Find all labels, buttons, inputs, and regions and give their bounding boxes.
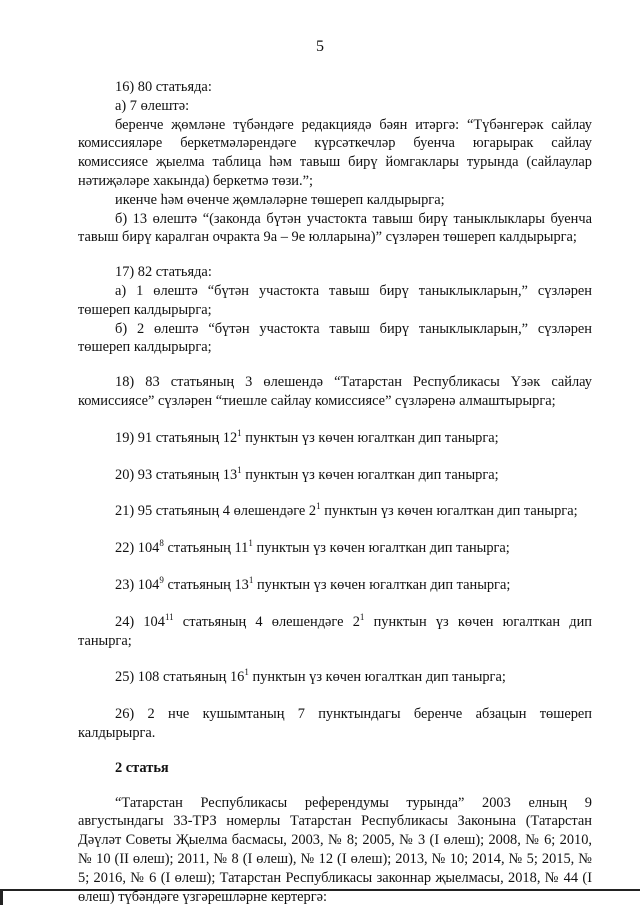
item-26: 26) 2 нче кушымтаның 7 пунктындагы беренче абзацын төшереп калдырырга. bbox=[78, 706, 592, 741]
item-17-a: а) 1 өлештә “бүтән участокта тавыш бирү таныклыкларын,” сүзләрен төшереп калдырырга; bbox=[78, 282, 592, 318]
item-19: 19) 91 статьяның $12^1$ пунктын үз көчен югалткан дип танырга; bbox=[115, 427, 499, 446]
item-17-b: б) 2 өлештә “бүтән участокта тавыш бирү таныклыкларын,” сүзләрен төшереп калдырырга; bbox=[78, 320, 592, 356]
item-16-heading: 16) 80 статьяда: bbox=[115, 79, 212, 95]
item-16-b: б) 13 өлештә “(законда бүтән участокта тавыш бирү таныклыклары буенча тавыш бирү каралган очракта 9а – 9е юлларына)” сүзләрен төшереп калдырырга; bbox=[78, 210, 592, 246]
page-bottom-border bbox=[0, 889, 640, 905]
document-body bbox=[78, 78, 592, 906]
article-2-heading: 2 статья bbox=[115, 759, 169, 776]
item-23: 23) $104^9$ статьяның $13^1$ пунктын үз көчен югалткан дип танырга; bbox=[115, 575, 511, 593]
item-20: 20) 93 статьяның $13^1$ пунктын үз көчен югалткан дип танырга; bbox=[115, 464, 499, 483]
page-number: 5 bbox=[316, 38, 324, 55]
item-16-a-first-sentence: беренче җөмләне түбәндәге редакциядә бәян итәргә: “Түбәнгерәк сайлау комиссияләре беркетмәләрендәге күрсәткечләр буенча югарырак сайлау комиссиясе җыелма таблица һәм тавыш бирү йомгаклары турында (сайлаулар нәтиҗәләре хакында) беркетмә төзи.”; bbox=[78, 116, 592, 189]
item-17-heading: 17) 82 статьяда: bbox=[115, 264, 212, 281]
item-16-a-second-sentence: икенче һәм өченче җөмләләрне төшереп калдырырга; bbox=[115, 191, 445, 208]
item-18: 18) 83 статьяның 3 өлешендә “Татарстан Республикасы Үзәк сайлау комиссиясе” сүзләрен “тиешле сайлау комиссиясе” сүзләренә алмаштырырга; bbox=[78, 374, 592, 409]
item-24: 24) $104^{11}$ статьяның 4 өлешендәге $2^1$ пунктын үз көчен югалткан дип танырга; bbox=[78, 611, 592, 649]
article-2-body: “Татарстан Республикасы референдумы турында” 2003 елның 9 августындагы 33-ТРЗ номерлы Татарстан Республикасы Законына (Татарстан Дәүләт Советы Җыелма басмасы, 2003, № 8; 2005, № 3 (I өлеш); 2008, № 6; 2010, № 10 (II өлеш); 2011, № 8 (I өлеш), № 12 (I өлеш); 2013, № 10; 2014, № 5; 2015, № 5; 2016, № 6 (I өлеш); Татарстан Республикасы законнар җыелмасы, 2018, № 44 (I өлеш) түбәндәге үзгәрешләрне кертергә: bbox=[78, 794, 592, 905]
item-16-a: а) 7 өлештә: bbox=[115, 97, 190, 114]
item-22: 22) $104^8$ статьяның $11^1$ пунктын үз көчен югалткан дип танырга; bbox=[115, 538, 510, 557]
item-21: 21) 95 статьяның 4 өлешендәге $2^1$ пунктын үз көчен югалткан дип танырга; bbox=[115, 501, 578, 520]
item-25: 25) 108 статьяның $16^1$ пунктын үз көчен югалткан дип танырга; bbox=[115, 667, 506, 686]
